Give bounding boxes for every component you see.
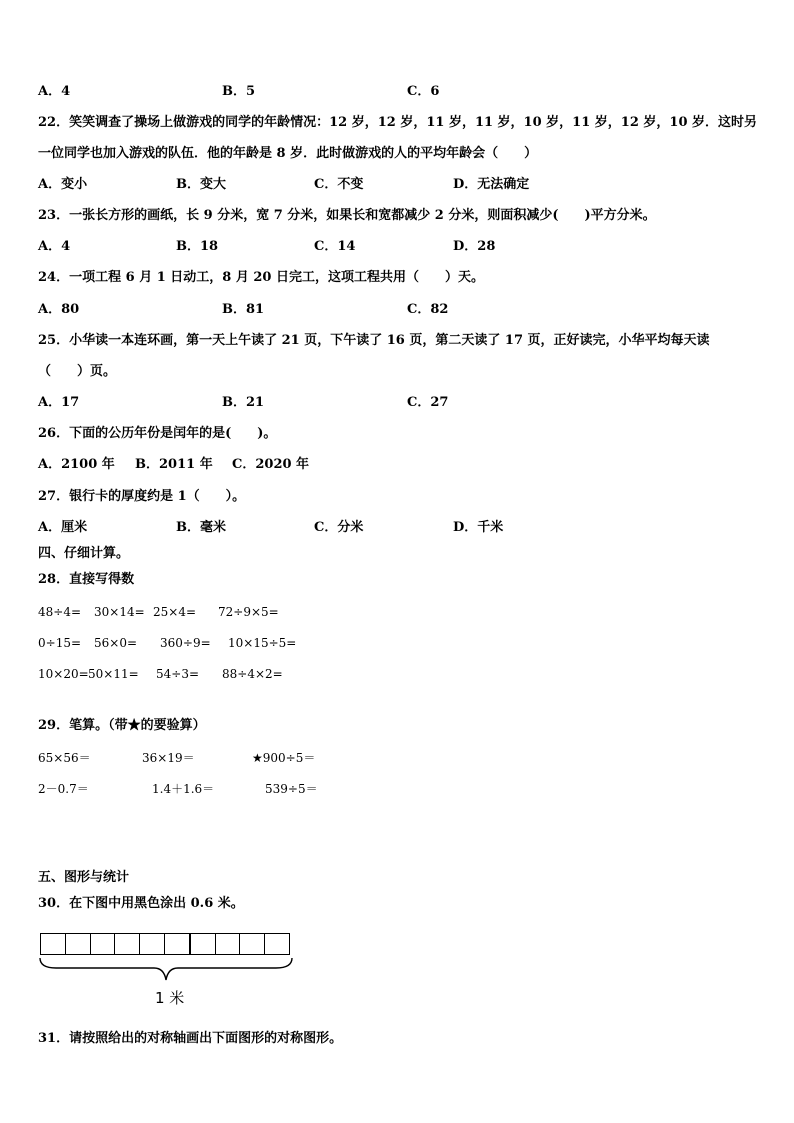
q21-option-a[interactable]: A．4 xyxy=(38,84,71,99)
q27-text: 27．银行卡的厚度约是 1（ ）。 xyxy=(38,489,246,504)
q29-title: 29．笔算。（带★的要验算） xyxy=(38,718,206,733)
q28-item: 360÷9= xyxy=(160,636,211,650)
q27-option-a[interactable]: A．厘米 xyxy=(38,520,88,535)
strip-cell[interactable] xyxy=(216,934,241,954)
q24-option-b[interactable]: B．81 xyxy=(222,302,265,317)
q25-option-b[interactable]: B．21 xyxy=(222,395,265,410)
q25-option-c[interactable]: C．27 xyxy=(407,395,449,410)
q25-text-line1: 25．小华读一本连环画，第一天上午读了 21 页，下午读了 16 页，第二天读了 17 页，正好读完，小华平均每天读 xyxy=(38,333,710,348)
q21-option-c[interactable]: C．6 xyxy=(407,84,440,99)
q26-option-c[interactable]: C．2020 年 xyxy=(232,457,310,472)
q28-item: 88÷4×2= xyxy=(222,667,283,681)
q29-item: 2－0.7＝ xyxy=(38,782,89,796)
q30-text: 30．在下图中用黑色涂出 0.6 米。 xyxy=(38,896,244,911)
curly-brace-icon xyxy=(36,954,296,990)
q28-title: 28．直接写得数 xyxy=(38,572,135,587)
q23-text: 23．一张长方形的画纸，长 9 分米，宽 7 分米，如果长和宽都减少 2 分米，则面积减少( )平方分米。 xyxy=(38,208,656,223)
strip-cell[interactable] xyxy=(66,934,91,954)
strip-cell[interactable] xyxy=(91,934,116,954)
q22-option-a[interactable]: A．变小 xyxy=(38,177,88,192)
q29-item: 1.4＋1.6＝ xyxy=(152,782,215,796)
q23-option-b[interactable]: B．18 xyxy=(176,239,219,254)
strip-cell[interactable] xyxy=(115,934,140,954)
q26-text: 26．下面的公历年份是闰年的是( )。 xyxy=(38,426,277,441)
brace-label: 1 米 xyxy=(155,989,185,1007)
q24-text: 24．一项工程 6 月 1 日动工，8 月 20 日完工，这项工程共用（ ）天。 xyxy=(38,270,484,285)
section-5-heading: 五、图形与统计 xyxy=(38,870,130,885)
q31-text: 31．请按照给出的对称轴画出下面图形的对称图形。 xyxy=(38,1031,343,1046)
strip-cell[interactable] xyxy=(265,934,289,954)
q28-item: 50×11= xyxy=(88,667,139,681)
q29-item: 36×19＝ xyxy=(142,751,195,765)
q28-item: 25×4= xyxy=(153,605,197,619)
q23-option-d[interactable]: D．28 xyxy=(453,239,496,254)
q21-option-b[interactable]: B．5 xyxy=(222,84,256,99)
q22-option-c[interactable]: C．不变 xyxy=(314,177,364,192)
strip-cell[interactable] xyxy=(191,934,216,954)
q26-option-b[interactable]: B．2011 年 xyxy=(135,457,213,472)
q27-option-d[interactable]: D．千米 xyxy=(453,520,504,535)
q28-item: 72÷9×5= xyxy=(218,605,279,619)
q28-item: 0÷15= xyxy=(38,636,82,650)
q25-text-line2: （ ）页。 xyxy=(38,364,117,379)
q22-option-b[interactable]: B．变大 xyxy=(176,177,226,192)
q22-option-d[interactable]: D．无法确定 xyxy=(453,177,530,192)
q22-text-line2: 一位同学也加入游戏的队伍．他的年龄是 8 岁．此时做游戏的人的平均年龄会（ ） xyxy=(38,146,538,161)
q26-option-a[interactable]: A．2100 年 xyxy=(38,457,115,472)
q29-item: ★900÷5＝ xyxy=(252,751,316,765)
strip-cell[interactable] xyxy=(140,934,165,954)
q22-text-line1: 22．笑笑调查了操场上做游戏的同学的年龄情况：12 岁，12 岁，11 岁，11 岁，10 岁，11 岁，12 岁，10 岁．这时另 xyxy=(38,115,758,130)
q27-option-b[interactable]: B．毫米 xyxy=(176,520,226,535)
q24-option-a[interactable]: A．80 xyxy=(38,302,80,317)
q28-item: 56×0= xyxy=(94,636,138,650)
strip-cell[interactable] xyxy=(240,934,265,954)
strip-cell[interactable] xyxy=(41,934,66,954)
q28-item: 48÷4= xyxy=(38,605,82,619)
strip-cell[interactable] xyxy=(165,934,191,954)
q23-option-c[interactable]: C．14 xyxy=(314,239,356,254)
q28-item: 30×14= xyxy=(94,605,145,619)
q28-item: 10×20= xyxy=(38,667,89,681)
q29-item: 539÷5＝ xyxy=(265,782,318,796)
q27-option-c[interactable]: C．分米 xyxy=(314,520,364,535)
q23-option-a[interactable]: A．4 xyxy=(38,239,71,254)
q25-option-a[interactable]: A．17 xyxy=(38,395,80,410)
q29-item: 65×56＝ xyxy=(38,751,91,765)
section-4-heading: 四、仔细计算。 xyxy=(38,546,130,561)
q28-item: 54÷3= xyxy=(156,667,200,681)
meter-strip[interactable] xyxy=(40,933,290,955)
q24-option-c[interactable]: C．82 xyxy=(407,302,449,317)
q28-item: 10×15÷5= xyxy=(228,636,297,650)
